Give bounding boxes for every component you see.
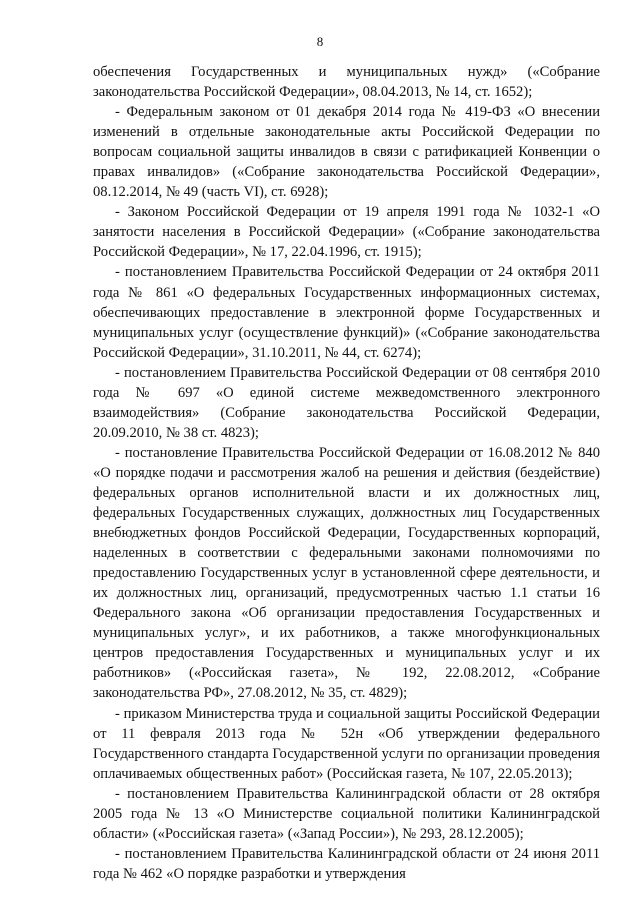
body-paragraph: - постановлением Правительства Калининградской области от 28 октября 2005 года № 13 «О Министерстве социальной политики Калининградской области» («Российская газета» («Запад России»), № 293, 28.12.2005); (93, 785, 600, 842)
body-paragraph: - Федеральным законом от 01 декабря 2014 года № 419-ФЗ «О внесении изменений в отдельные законодательные акты Российской Федерации по вопросам социальной защиты инвалидов в связи с ратификацией Конвенции о правах инвалидов» («Собрание законодательства Российской Федерации», 08.12.2014, № 49 (часть VI), ст. 6928); (93, 104, 600, 201)
body-paragraph: - Законом Российской Федерации от 19 апреля 1991 года № 1032-1 «О занятости населения в Российской Федерации» («Собрание законодательства Российской Федерации», № 17, 22.04.1996, ст. 1915); (93, 204, 600, 261)
document-body (93, 62, 600, 884)
page-number: 8 (316, 34, 324, 49)
body-paragraph: - постановлением Правительства Калининградской области от 24 июня 2011 года № 462 «О порядке разработки и утверждения (93, 845, 600, 882)
body-paragraph: - постановление Правительства Российской Федерации от 16.08.2012 № 840 «О порядке подачи и рассмотрения жалоб на решения и действия (бездействие) федеральных органов исполнительной власти и их должностных лиц, федеральных Государственных служащих, должностных лиц Государственных внебюджетных фондов Российской Федерации, Государственных корпораций, наделенных в соответствии с федеральными законами полномочиями по предоставлению Государственных услуг в установленной сфере деятельности, и их должностных лиц, организаций, предусмотренных частью 1.1 статьи 16 Федерального закона «Об организации предоставления Государственных и муниципальных услуг», и их работников, а также многофункциональных центров предоставления Государственных и муниципальных услуг и их работников» («Российская газета», № 192, 22.08.2012, «Собрание законодательства РФ», 27.08.2012, № 35, ст. 4829); (93, 444, 600, 702)
body-paragraph: - приказом Министерства труда и социальной защиты Российской Федерации от 11 февраля 2013 года № 52н «Об утверждении федерального Государственного стандарта Государственной услуги по организации проведения оплачиваемых общественных работ» (Российская газета, № 107, 22.05.2013); (93, 705, 600, 782)
body-paragraph: - постановлением Правительства Российской Федерации от 08 сентября 2010 года № 697 «О единой системе межведомственного электронного взаимодействия» (Собрание законодательства Российской Федерации, 20.09.2010, № 38 ст. 4823); (93, 364, 600, 441)
body-paragraph: обеспечения Государственных и муниципальных нужд» («Собрание законодательства Российской Федерации», 08.04.2013, № 14, ст. 1652); (93, 64, 600, 101)
body-paragraph: - постановлением Правительства Российской Федерации от 24 октября 2011 года № 861 «О федеральных Государственных информационных системах, обеспечивающих предоставление в электронной форме Государственных и муниципальных услуг (осуществление функций)» («Собрание законодательства Российской Федерации», 31.10.2011, № 44, ст. 6274); (93, 264, 600, 361)
